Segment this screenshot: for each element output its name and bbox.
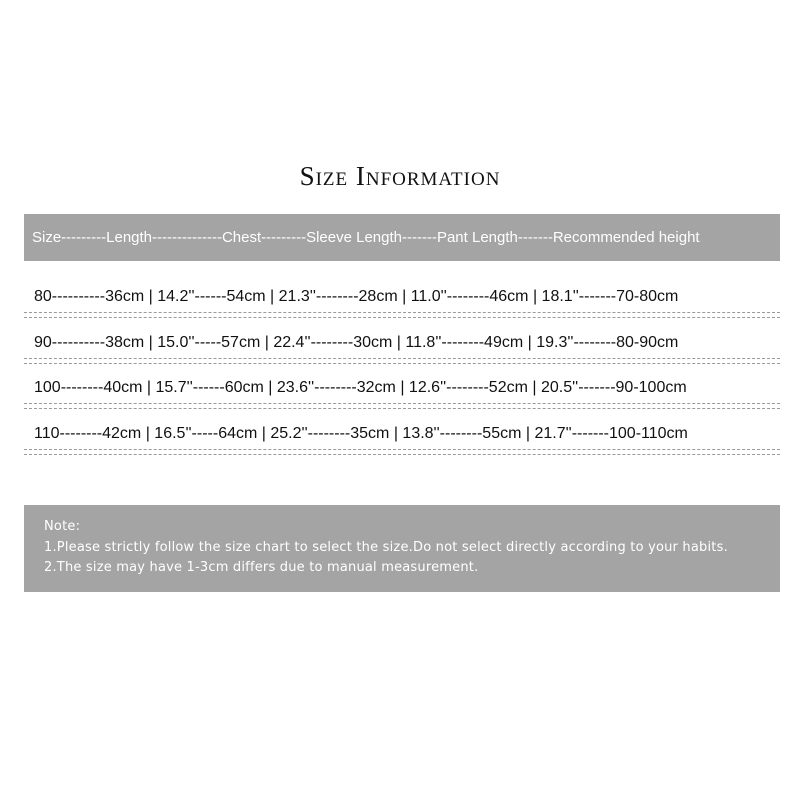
table-header-text: Size---------Length--------------Chest---------Sleeve Length-------Pant Length-------Recommended height bbox=[32, 229, 700, 246]
row-text-80: 80----------36cm | 14.2''------54cm | 21.3''--------28cm | 11.0''--------46cm | 18.1''-------70-80cm bbox=[34, 288, 679, 305]
row-divider bbox=[24, 312, 780, 318]
table-row bbox=[24, 375, 780, 421]
table-row bbox=[24, 421, 780, 467]
table-row bbox=[24, 330, 780, 376]
note-box bbox=[24, 505, 780, 592]
row-divider bbox=[24, 403, 780, 409]
note-heading: Note: bbox=[44, 519, 81, 534]
table-row bbox=[24, 284, 780, 330]
page-title: Size Information bbox=[299, 161, 501, 191]
row-text-90: 90----------38cm | 15.0''-----57cm | 22.4''--------30cm | 11.8''--------49cm | 19.3''--------80-90cm bbox=[34, 334, 679, 351]
row-text-100: 100--------40cm | 15.7''------60cm | 23.6''--------32cm | 12.6''--------52cm | 20.5''-------90-100cm bbox=[34, 379, 687, 396]
row-divider bbox=[24, 449, 780, 455]
row-divider bbox=[24, 358, 780, 364]
row-text-110: 110--------42cm | 16.5''-----64cm | 25.2''--------35cm | 13.8''--------55cm | 21.7''-------100-110cm bbox=[34, 425, 688, 442]
table-header bbox=[24, 214, 780, 261]
note-line-2: 2.The size may have 1-3cm differs due to manual measurement. bbox=[44, 560, 479, 575]
note-line-1: 1.Please strictly follow the size chart to select the size.Do not select directly according to your habits. bbox=[44, 540, 728, 555]
